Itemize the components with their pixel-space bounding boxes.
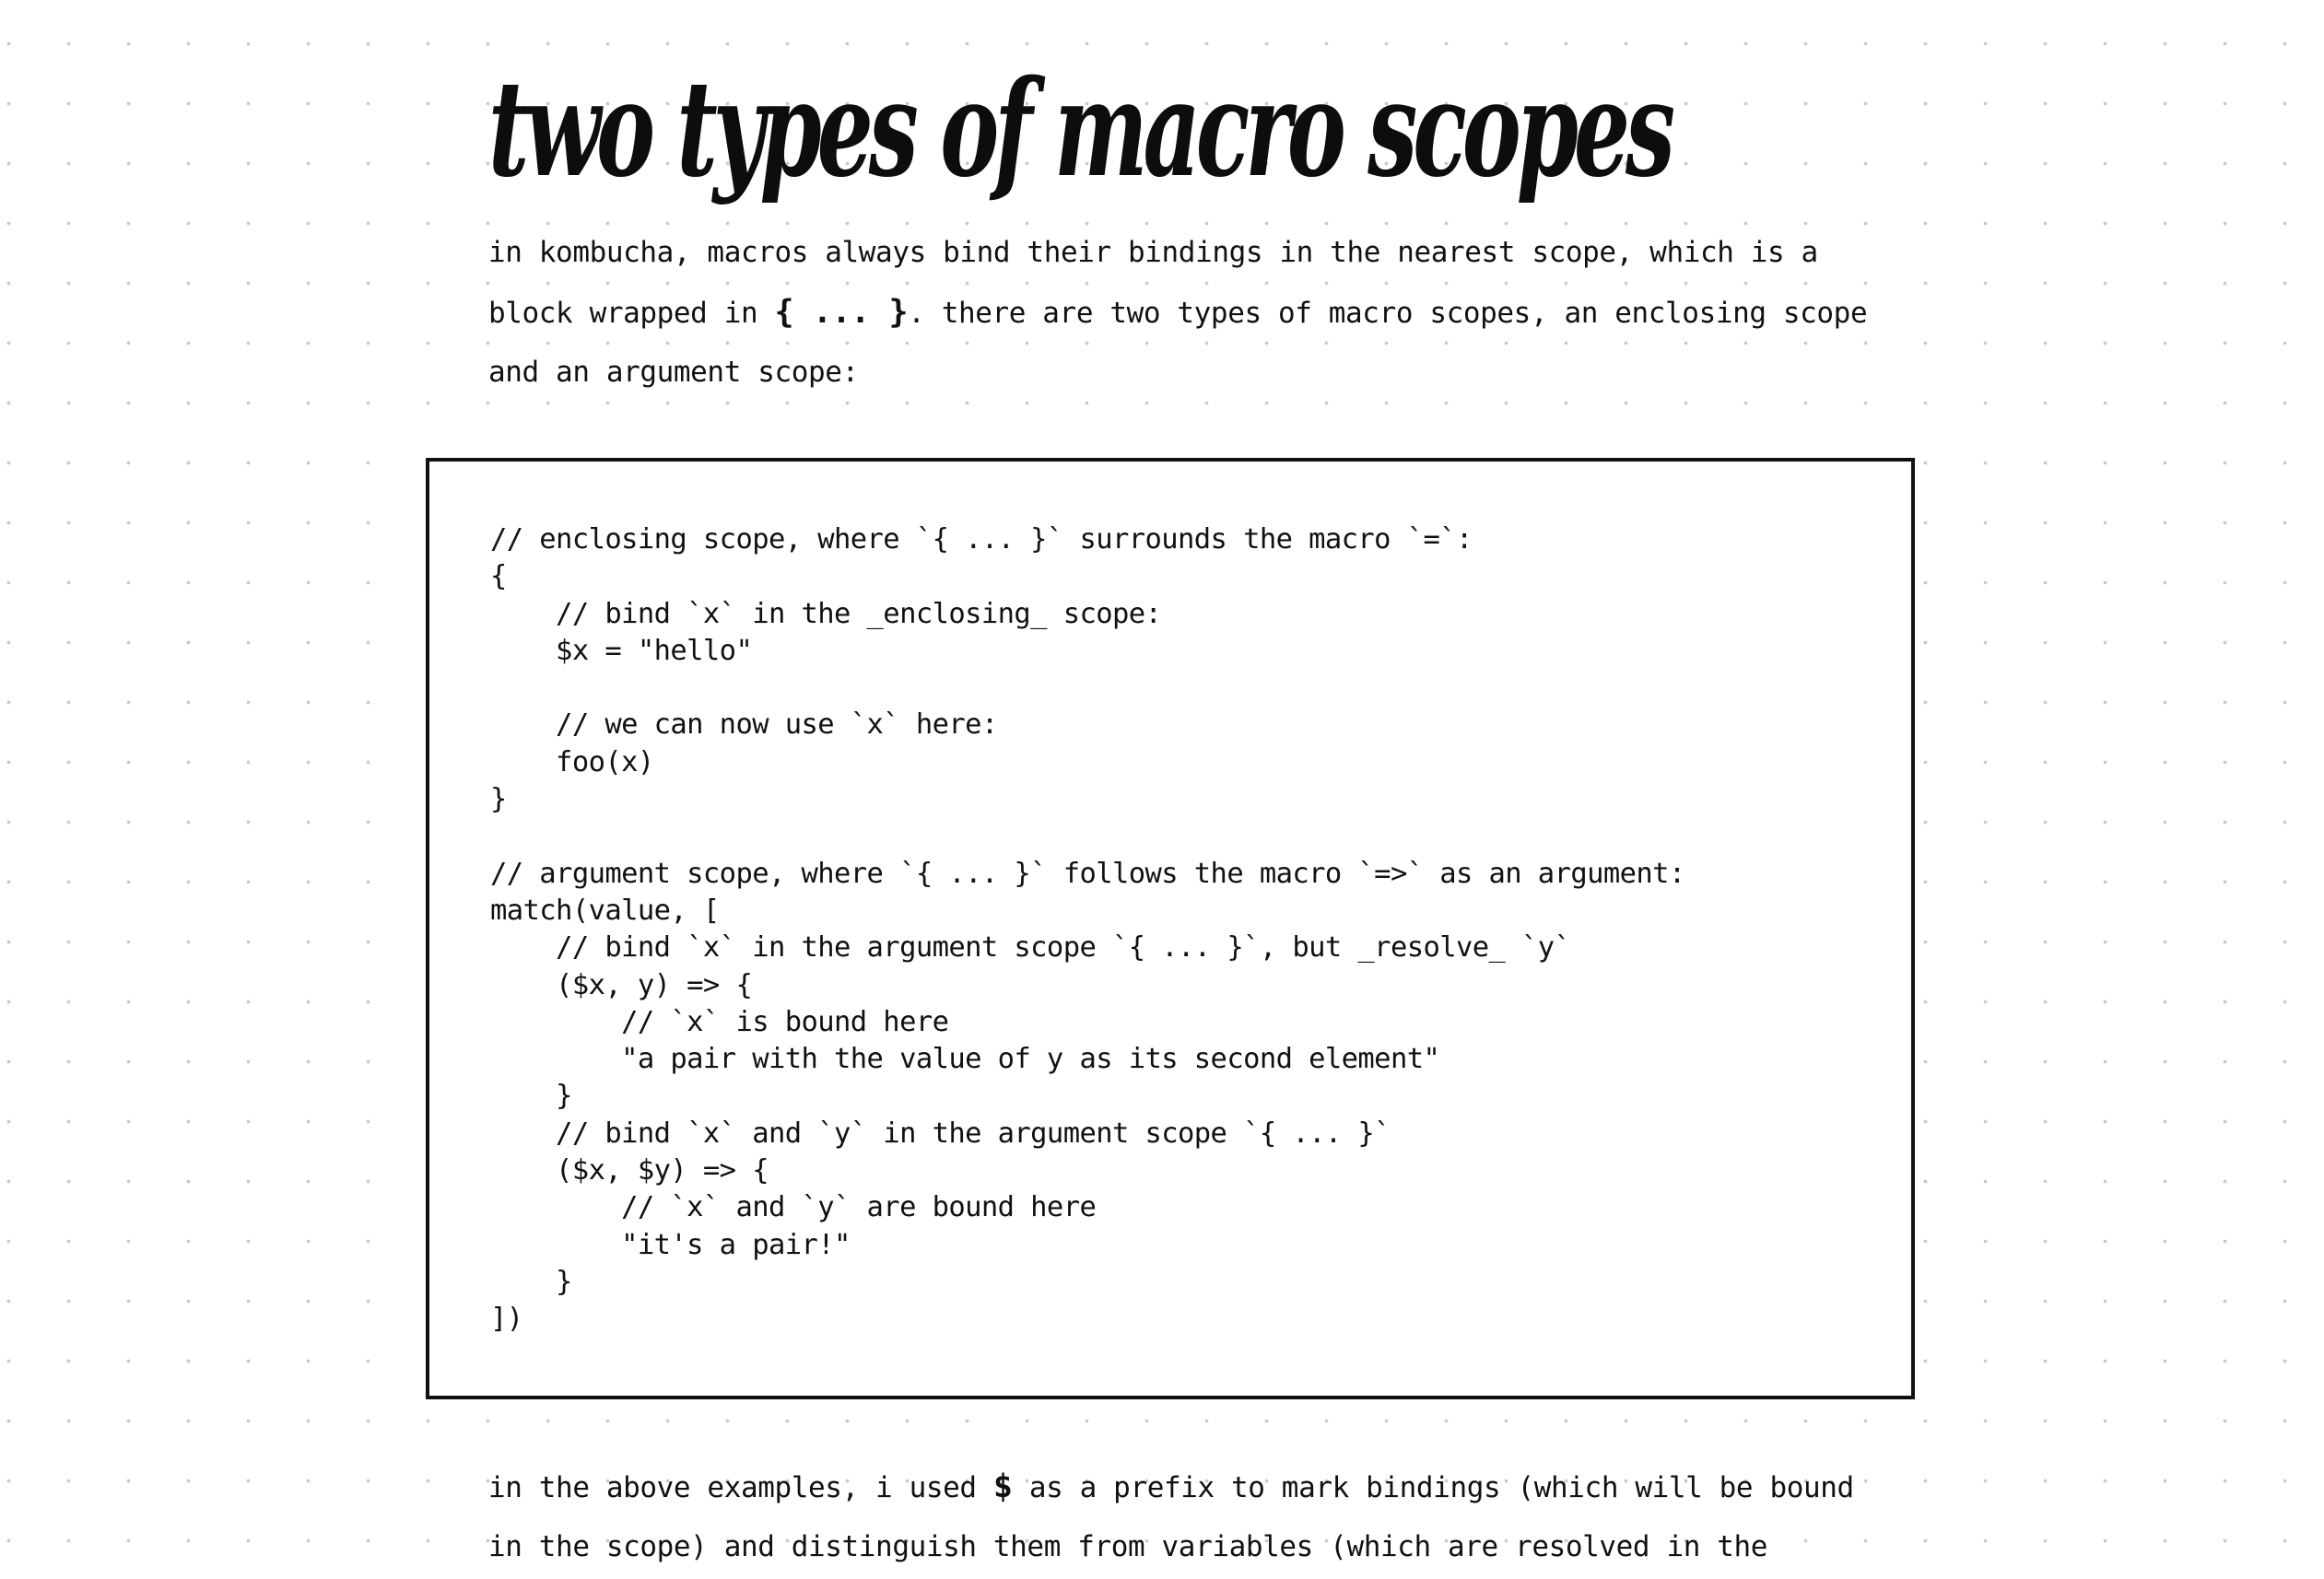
outro-line-2: in the scope) and distinguish them from variables (which are resolved in the	[488, 1530, 1768, 1563]
inline-code: { ... }	[774, 294, 909, 331]
intro-line-2	[488, 283, 1868, 343]
code-line: match(value, [	[490, 894, 720, 927]
code-line: "a pair with the value of y as its second element"	[490, 1043, 1440, 1076]
code-line	[490, 670, 1685, 707]
code-line: foo(x)	[490, 745, 654, 778]
code-line: // bind `x` in the _enclosing_ scope:	[490, 597, 1162, 630]
intro-text: block wrapped in	[488, 297, 775, 330]
code-line: ])	[490, 1303, 523, 1336]
code-line: // we can now use `x` here:	[490, 708, 998, 742]
page-title: two types of macro scopes	[488, 51, 1672, 207]
code-line: "it's a pair!"	[490, 1228, 851, 1261]
intro-paragraph	[488, 223, 1868, 403]
code-line: // `x` is bound here	[490, 1005, 949, 1038]
outro-line-1	[488, 1457, 1854, 1517]
code-line: ($x, $y) => {	[490, 1154, 769, 1187]
outro-paragraph	[488, 1457, 1854, 1577]
code-line	[490, 818, 1685, 855]
code-line: // `x` and `y` are bound here	[490, 1191, 1097, 1224]
code-line: }	[490, 1080, 572, 1113]
intro-line-1: in kombucha, macros always bind their bindings in the nearest scope, which is a	[488, 236, 1818, 269]
inline-code: $	[992, 1468, 1013, 1505]
code-line: ($x, y) => {	[490, 968, 753, 1001]
code-line: $x = "hello"	[490, 634, 753, 667]
code-line: // enclosing scope, where `{ ... }` surrounds the macro `=`:	[490, 523, 1473, 556]
outro-text: as a prefix to mark bindings (which will be bound	[1012, 1471, 1854, 1504]
code-listing	[490, 521, 1685, 1339]
code-line: // bind `x` and `y` in the argument scope `{ ... }`	[490, 1117, 1391, 1150]
code-line: {	[490, 560, 507, 593]
code-line: }	[490, 1265, 572, 1298]
code-line: // argument scope, where `{ ... }` follows the macro `=>` as an argument:	[490, 857, 1685, 890]
intro-text: . there are two types of macro scopes, an enclosing scope	[908, 297, 1868, 330]
outro-text: in the above examples, i used	[488, 1471, 993, 1504]
code-line: // bind `x` in the argument scope `{ ... }`, but _resolve_ `y`	[490, 931, 1571, 965]
code-line: }	[490, 783, 507, 816]
code-block	[426, 458, 1915, 1399]
intro-line-3: and an argument scope:	[488, 356, 859, 389]
